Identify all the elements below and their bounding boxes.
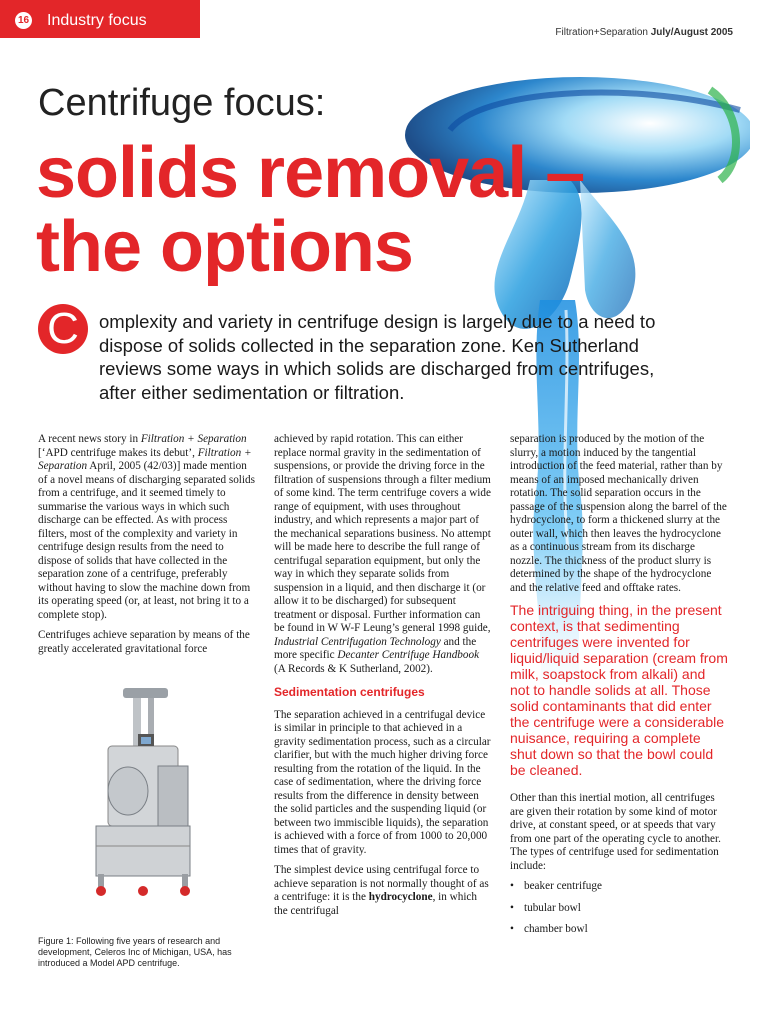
subheading: Sedimentation centrifuges (274, 685, 425, 699)
headline-line-1: solids removal – (36, 133, 585, 213)
body-paragraph: The separation achieved in a centrifugal device is similar in principle to that achieved in a gravity sedimentation process, such as a circular clarifier, but with the much higher driving force resulting from the rotation of the liquid. In the case of sedimentation, where the driving force results from the difference in density between the solid particles and the suspending liquid (or between two immiscible liquids), the separation is achieved with a force of from 1000 to 20,000 times that of gravity. (274, 708, 491, 856)
body-paragraph: separation is produced by the motion of the slurry, a motion induced by the tangential introduction of the feed material, rather than by means of an imposed mechanically driven rotation. The solid separation occurs in the passage of the suspension along the barrel of the hydrocyclone, to form a thickened slurry at the outer wall, which then leaves the hydrocyclone as a continuous stream from its discharge nozzle. The thickness of the product slurry is determined by the shape of the hydrocyclone and the relative feed and offtake rates. (510, 433, 727, 594)
body-column-1 (38, 433, 256, 663)
list-item: • tubular bowl (510, 901, 581, 914)
list-item: • chamber bowl (510, 923, 588, 935)
drop-cap: C (38, 304, 88, 354)
bullet-list (510, 880, 728, 937)
figure-caption: Figure 1: Following five years of research and development, Celeros Inc of Michigan, USA, has introduced a Model APD centrifuge. (38, 936, 232, 968)
issue-date: July/August 2005 (650, 27, 733, 38)
body-column-3 (510, 433, 728, 945)
journal-name: Filtration+Separation (555, 27, 648, 38)
body-paragraph: A recent news story in Filtration + Separation [‘APD centrifuge makes its debut’, Filtration + Separation April, 2005 (42/03)] made mention of a novel means of discharging separated solids from a centrifuge, and it seemed timely to summarise the various ways in which such discharge can be effected. As with process filters, most of the complexity and variety in centrifuge design results from the need to dispose of solids that have collected in the separation zone of a centrifuge, preferably without having to slow the machine down from its operating speed (or, at least, not bring it to a complete stop). (38, 433, 255, 621)
section-name: Industry focus (47, 12, 147, 29)
bullet-icon: • (510, 880, 514, 892)
bullet-icon: • (510, 901, 514, 914)
body-paragraph: The simplest device using centrifugal force to achieve separation is not normally thought of as a centrifuge: it is the hydrocyclone, in which the centrifugal (274, 864, 489, 917)
body-paragraph: Other than this inertial motion, all centrifuges are given their rotation by some kind of motor drive, at constant speed, or at speeds that vary from one part of the operating cycle to another. The types of centrifuge used for sedimentation include: (510, 792, 721, 872)
standfirst: omplexity and variety in centrifuge design is largely due to a need to dispose of solids collected in the separation zone. Ken Sutherland reviews some ways in which solids are discharged from centrifuges, after either sedimentation or filtration. (99, 311, 656, 403)
body-paragraph: Centrifuges achieve separation by means of the greatly accelerated gravitational force (38, 629, 250, 655)
body-paragraph: achieved by rapid rotation. This can either replace normal gravity in the sedimentation of suspensions, or provide the driving force in the filtration of suspensions through a filter medium of some kind. The term centrifuge covers a wide range of equipment, with uses throughout industry, and which represents a major part of the mechanical separations business. No attempt will be made here to describe the full range of centrifugal separation equipment, but only the way in which they separate solids from suspension in a liquid, and then discharge it (or allow it to be discharged) for subsequent treatment or disposal. Further information can be found in W W-F Leung’s general 1998 guide, Industrial Centrifugation Technology and the more specific Decanter Centrifuge Handbook (A Records & K Sutherland, 2002). (274, 433, 491, 675)
bullet-icon: • (510, 923, 514, 935)
article-kicker: Centrifuge focus: (38, 82, 326, 124)
pull-quote: The intriguing thing, in the present context, is that sedimenting centrifuges were invented for liquid/liquid separation (cream from milk, soapstock from alkali) and not to handle solids at all. Those solid contaminants that did enter the centrifuge were a considerable nuisance, requiring a complete shut down so that the bowl could be cleaned. (510, 602, 728, 778)
journal-issue (555, 27, 733, 38)
list-item: • beaker centrifuge (510, 880, 602, 892)
body-column-2 (274, 433, 492, 925)
article-headline (36, 133, 585, 287)
page-number: 16 (15, 12, 32, 29)
section-tab (0, 0, 200, 38)
centrifuge-machine-image (78, 686, 208, 898)
headline-line-2: the options (36, 207, 413, 287)
